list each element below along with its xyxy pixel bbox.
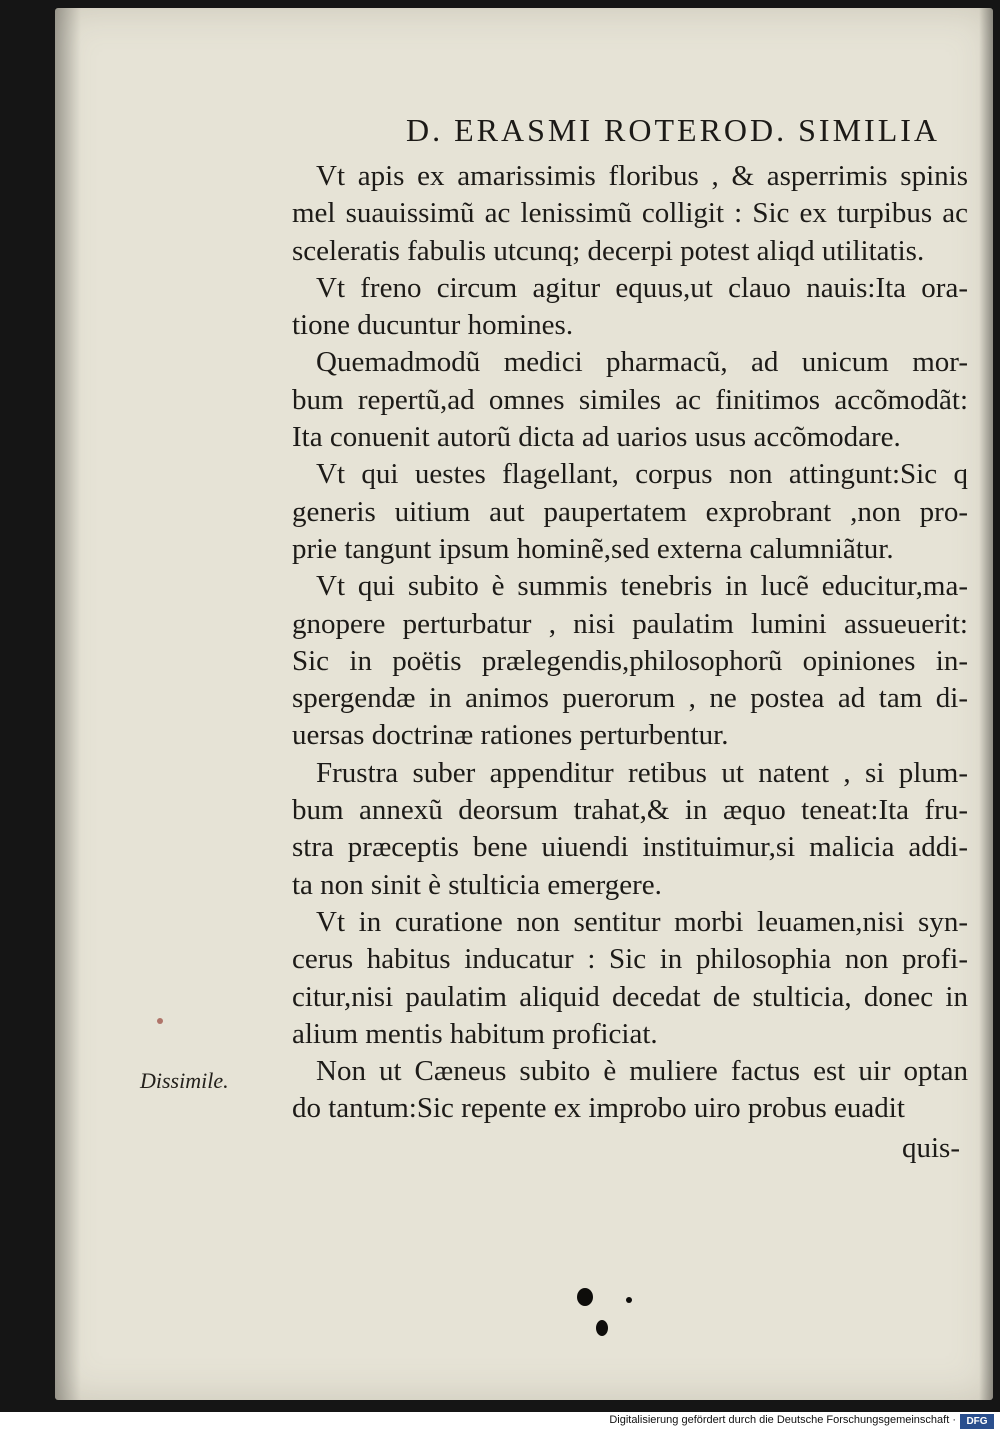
main-text-block <box>292 158 968 1128</box>
text-line: Vt qui uestes flagellant, corpus non attingunt:Sic q <box>316 458 968 491</box>
text-line: generis uitium aut paupertatem exprobrant ,non pro- <box>292 495 968 528</box>
text-line: spergendæ in animos puerorum , ne postea ad tam di- <box>292 682 968 715</box>
text-line: do tantum:Sic repente ex improbo uiro probus euadit <box>292 1092 905 1125</box>
text-line: bum annexũ deorsum trahat,& in æquo teneat:Ita fru- <box>292 794 968 827</box>
text-line: stra præceptis bene uiuendi instituimur,si malicia addi- <box>292 831 968 864</box>
dfg-logo-icon: DFG <box>960 1414 994 1429</box>
running-head: D. ERASMI ROTEROD. SIMILIA <box>406 112 940 148</box>
text-line: Vt apis ex amarissimis floribus , & asperrimis spinis <box>316 160 968 192</box>
ink-mark <box>577 1288 593 1306</box>
text-line: Ita conuenit autorũ dicta ad uarios usus accõmodare. <box>292 421 901 454</box>
text-line: Vt qui subito è summis tenebris in lucẽ educitur,ma- <box>316 570 968 603</box>
text-line: gnopere perturbatur , nisi paulatim lumini assueuerit: <box>292 607 968 640</box>
text-line: Frustra suber appenditur retibus ut natent , si plum- <box>316 756 968 789</box>
ink-mark <box>596 1320 608 1336</box>
catchword: quis- <box>902 1132 960 1164</box>
text-line: Vt freno circum agitur equus,ut clauo nauis:Ita ora- <box>316 271 968 304</box>
text-line: cerus habitus inducatur : Sic in philosophia non profi- <box>292 943 968 976</box>
text-line: bum repertũ,ad omnes similes ac finitimos accõmodãt: <box>292 383 968 416</box>
page-gutter-shadow <box>55 8 81 1400</box>
marginal-note: Dissimile. <box>140 1068 229 1093</box>
text-line: citur,nisi paulatim aliquid decedat de stulticia, donec in <box>292 980 968 1013</box>
text-line: Vt in curatione non sentitur morbi leuamen,nisi syn- <box>316 905 968 938</box>
ink-mark <box>626 1297 632 1303</box>
text-line: sceleratis fabulis utcunq; decerpi potest aliqd utilitatis. <box>292 234 925 267</box>
text-line: Quemadmodũ medici pharmacũ, ad unicum mor- <box>316 346 968 379</box>
text-line: prie tangunt ipsum hominẽ,sed externa calumniãtur. <box>292 532 894 565</box>
text-line: Sic in poëtis prælegendis,philosophorũ opiniones in- <box>292 644 968 677</box>
footer-credit: Digitalisierung gefördert durch die Deutsche Forschungsgemeinschaft · <box>609 1414 956 1426</box>
page-edge-shadow <box>979 8 993 1400</box>
text-line: mel suauissimũ ac lenissimũ colligit : Sic ex turpibus ac <box>292 197 968 230</box>
text-line: ta non sinit è stulticia emergere. <box>292 868 662 901</box>
ink-speck <box>157 1018 163 1024</box>
text-line: Non ut Cæneus subito è muliere factus est uir optan <box>316 1055 968 1088</box>
text-line: tione ducuntur homines. <box>292 309 574 342</box>
text-line: uersas doctrinæ rationes perturbentur. <box>292 719 729 752</box>
text-line: alium mentis habitum proficiat. <box>292 1017 658 1050</box>
